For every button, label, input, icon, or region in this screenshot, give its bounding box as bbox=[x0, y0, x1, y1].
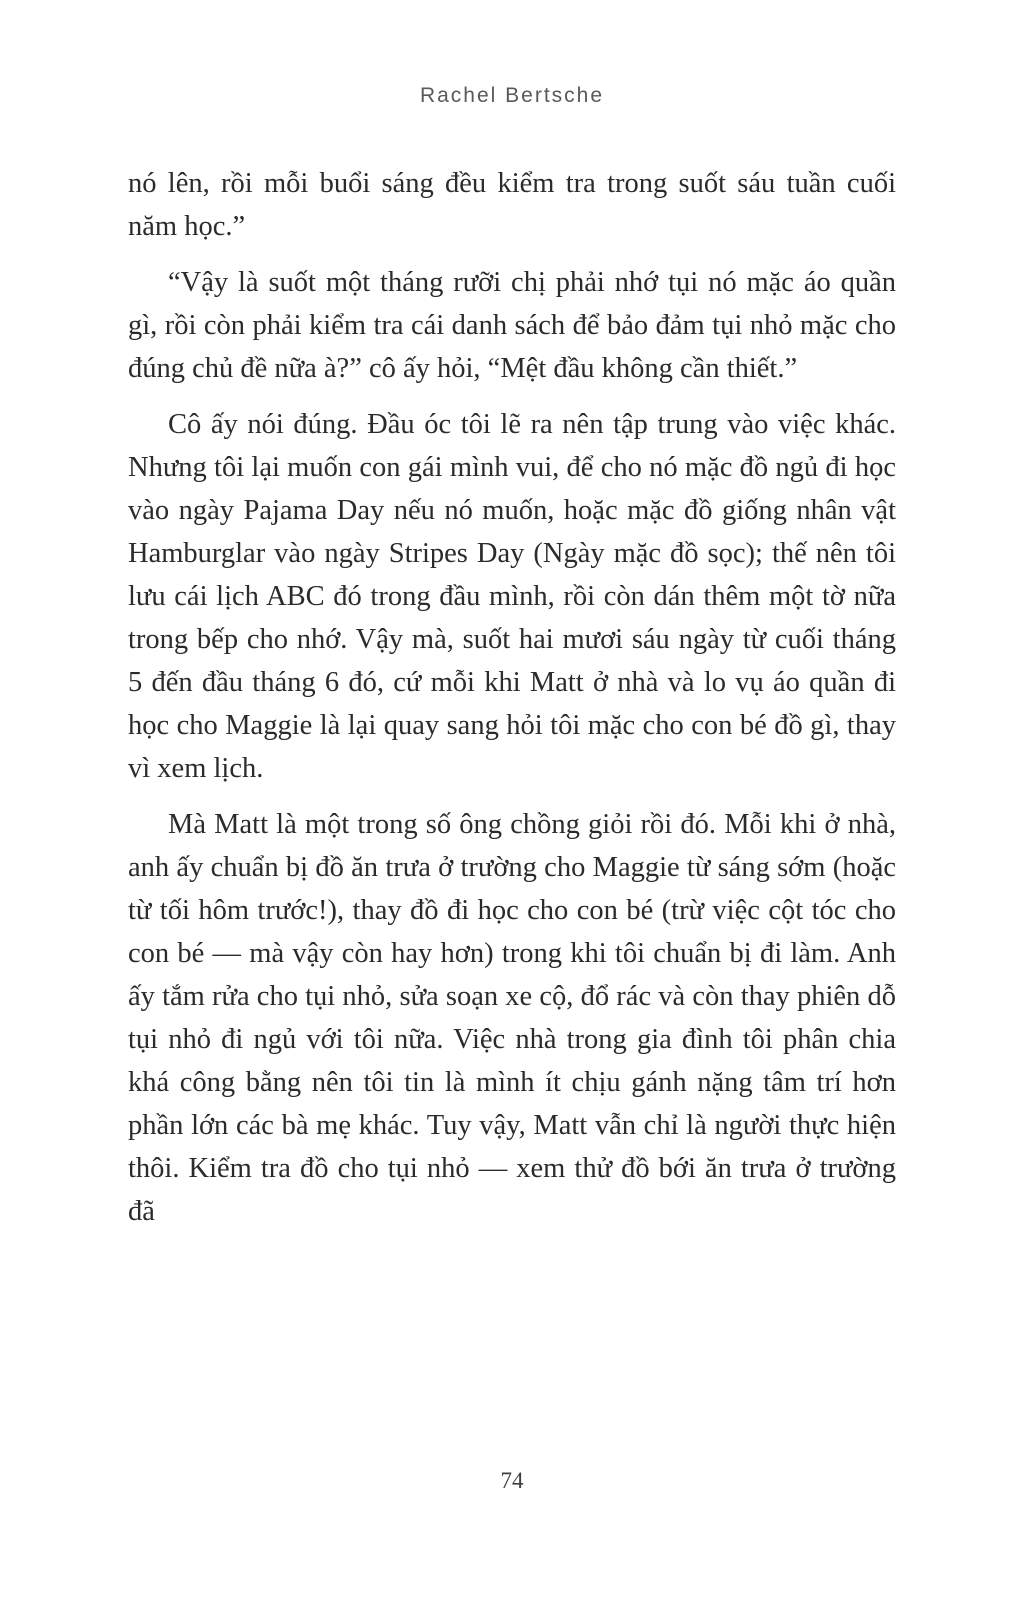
running-head-author: Rachel Bertsche bbox=[419, 84, 605, 107]
body-paragraph: nó lên, rồi mỗi buổi sáng đều kiểm tra trong suốt sáu tuần cuối năm học.” bbox=[128, 168, 896, 242]
body-paragraph: Mà Matt là một trong số ông chồng giỏi rồi đó. Mỗi khi ở nhà, anh ấy chuẩn bị đồ ăn trưa ở trường cho Maggie từ sáng sớm (hoặc từ tối hôm trước!), thay đồ đi học cho con bé (trừ việc cột tóc cho con bé — mà vậy còn hay hơn) trong khi tôi chuẩn bị đi làm. Anh ấy tắm rửa cho tụi nhỏ, sửa soạn xe cộ, đổ rác và còn thay phiên dỗ tụi nhỏ đi ngủ với tôi nữa. Việc nhà trong gia đình tôi phân chia khá công bằng nên tôi tin là mình ít chịu gánh nặng tâm trí hơn phần lớn các bà mẹ khác. Tuy vậy, Matt vẫn chỉ là người thực hiện thôi. Kiểm tra đồ cho tụi nhỏ — xem thử đồ bới ăn trưa ở trường đã bbox=[128, 809, 896, 1227]
body-paragraph: “Vậy là suốt một tháng rưỡi chị phải nhớ tụi nó mặc áo quần gì, rồi còn phải kiểm tra cái danh sách để bảo đảm tụi nhỏ mặc cho đúng chủ đề nữa à?” cô ấy hỏi, “Mệt đầu không cần thiết.” bbox=[128, 267, 896, 384]
body-text bbox=[128, 162, 896, 1233]
body-paragraph: Cô ấy nói đúng. Đầu óc tôi lẽ ra nên tập trung vào việc khác. Nhưng tôi lại muốn con gái mình vui, để cho nó mặc đồ ngủ đi học vào ngày Pajama Day nếu nó muốn, hoặc mặc đồ giống nhân vật Hamburglar vào ngày Stripes Day (Ngày mặc đồ sọc); thế nên tôi lưu cái lịch ABC đó trong đầu mình, rồi còn dán thêm một tờ nữa trong bếp cho nhớ. Vậy mà, suốt hai mươi sáu ngày từ cuối tháng 5 đến đầu tháng 6 đó, cứ mỗi khi Matt ở nhà và lo vụ áo quần đi học cho Maggie là lại quay sang hỏi tôi mặc cho con bé đồ gì, thay vì xem lịch. bbox=[128, 409, 896, 784]
page-number: 74 bbox=[500, 1468, 524, 1493]
